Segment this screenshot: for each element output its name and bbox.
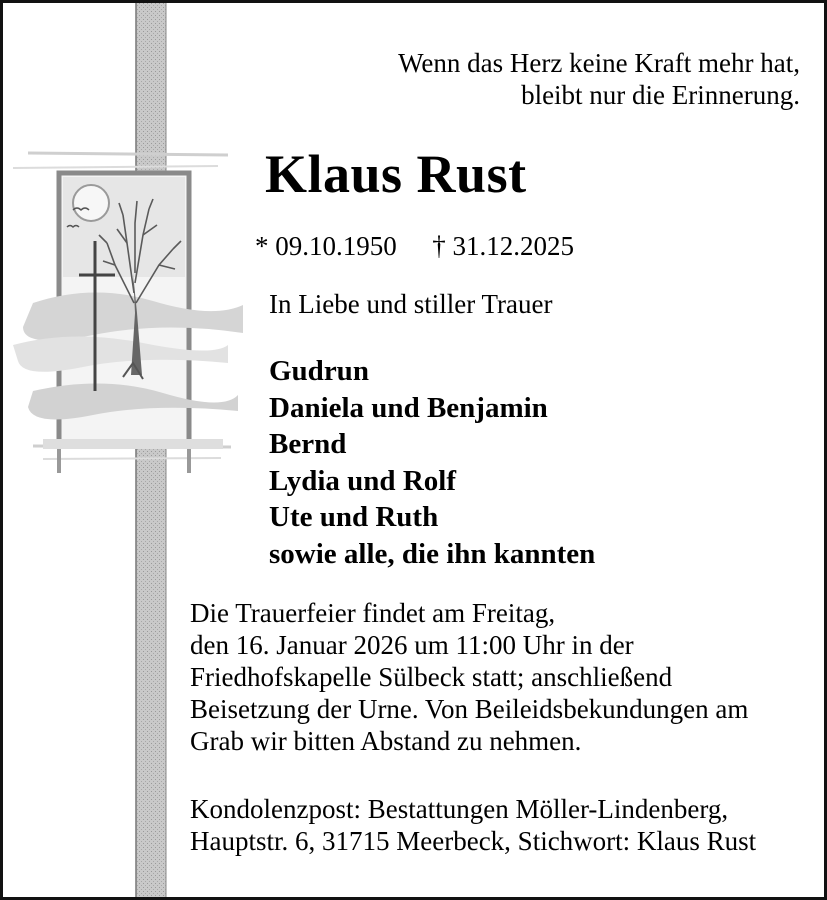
funeral-line: Beisetzung der Urne. Von Beileidsbekundungen am [190, 694, 749, 724]
motto-line-2: bleibt nur die Erinnerung. [521, 80, 800, 110]
motto-line-1: Wenn das Herz keine Kraft mehr hat, [398, 48, 800, 78]
condolence-line: Kondolenzpost: Bestattungen Möller-Lindenberg, [190, 794, 729, 824]
memorial-cross-tree-icon [3, 3, 243, 900]
motto-quote [398, 47, 800, 111]
life-dates [255, 231, 574, 262]
mourner-name: Daniela und Benjamin [269, 391, 548, 424]
mourner-name: Gudrun [269, 355, 369, 387]
funeral-line: Die Trauerfeier findet am Freitag, [190, 598, 556, 628]
death-date: 31.12.2025 [452, 231, 574, 261]
mourner-name: sowie alle, die ihn kannten [269, 537, 596, 570]
mourning-intro: In Liebe und stiller Trauer [269, 289, 553, 319]
condolence-address [190, 793, 756, 857]
mourner-name: Lydia und Rolf [269, 464, 456, 497]
funeral-notice [190, 597, 748, 757]
condolence-line: Hauptstr. 6, 31715 Meerbeck, Stichwort: Klaus Rust [190, 826, 757, 856]
death-symbol: † [432, 231, 446, 261]
birth-symbol: * [255, 231, 269, 261]
mourners-list [269, 353, 595, 572]
mourner-name: Ute und Ruth [269, 501, 439, 533]
birth-date: 09.10.1950 [275, 231, 397, 261]
funeral-line: Friedhofskapelle Sülbeck statt; anschließend [190, 662, 673, 692]
funeral-line: Grab wir bitten Abstand zu nehmen. [190, 726, 582, 756]
funeral-line: den 16. Januar 2026 um 11:00 Uhr in der [190, 630, 634, 660]
deceased-name: Klaus Rust [265, 144, 527, 204]
mourner-name: Bernd [269, 428, 347, 460]
